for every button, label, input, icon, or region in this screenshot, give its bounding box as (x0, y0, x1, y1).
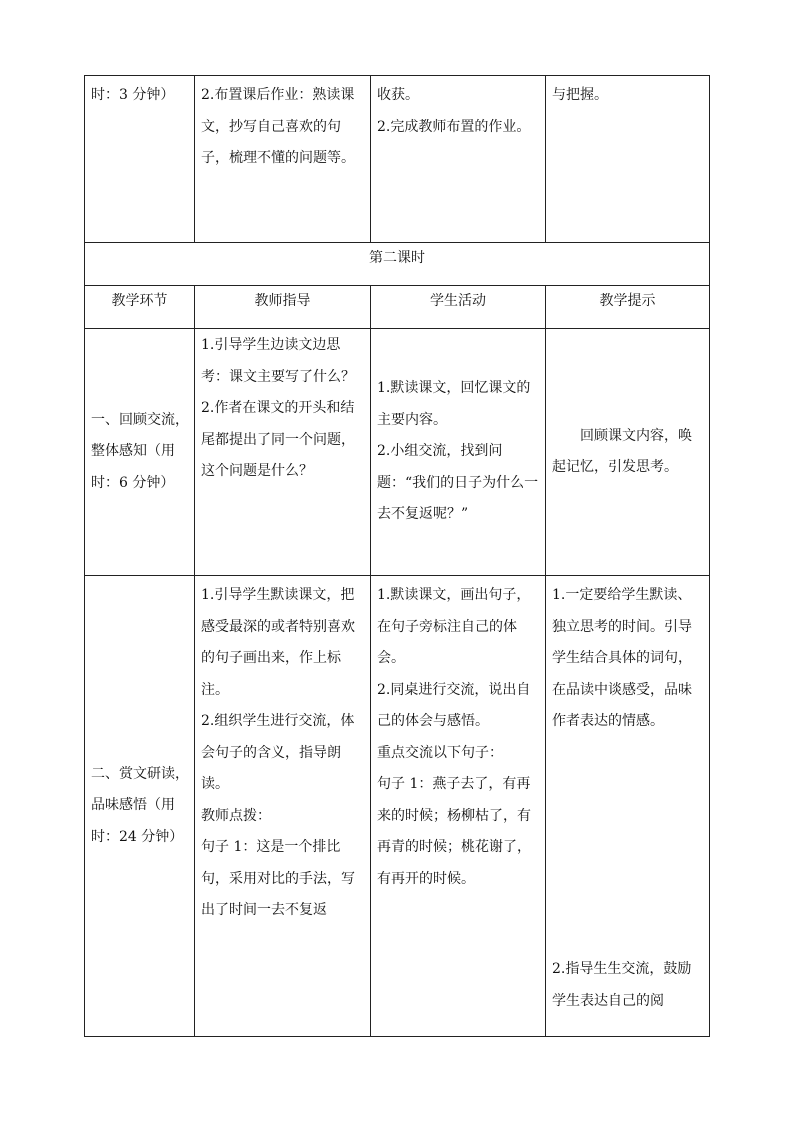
lesson-plan-table (84, 75, 710, 1037)
table-row (85, 576, 710, 1037)
tip-text: 2.指导生生交流，鼓励学生表达自己的阅 (552, 961, 692, 1009)
student-text: 1.默读课文，画出句子，在句子旁标注自己的体会。 (377, 587, 531, 666)
teacher-text: 1.引导学生边读文边思考：课文主要写了什么？ (201, 337, 355, 385)
student-text: 1.默读课文，回忆课文的主要内容。 (377, 380, 531, 428)
header-student: 学生活动 (371, 286, 546, 329)
tip-text: 回顾课文内容，唤起记忆，引发思考。 (552, 427, 692, 475)
stage-text: 一、回顾交流，整体感知（用时：6 分钟） (91, 411, 189, 491)
stage-text: 二、赏文研读，品味感悟（用时：24 分钟） (91, 765, 189, 845)
student-text: 句子 1：燕子去了，有再来的时候；杨柳枯了，有再青的时候；桃花谢了，有再开的时候。 (377, 776, 531, 887)
teacher-cell (195, 576, 371, 1037)
tip-cell (546, 576, 710, 1037)
teacher-text: 教师点拨： (201, 807, 271, 824)
student-text: 重点交流以下句子： (377, 744, 503, 761)
teacher-text: 2.布置课后作业：熟读课文，抄写自己喜欢的句子，梳理不懂的问题等。 (201, 87, 355, 166)
tip-cell (546, 76, 710, 243)
header-row (85, 286, 710, 329)
tip-text: 1.一定要给学生默读、独立思考的时间。引导学生结合具体的词句，在品读中谈感受，品味作者表达的情感。 (552, 587, 692, 729)
tip-text: 与把握。 (552, 87, 608, 103)
stage-cell (85, 576, 195, 1037)
student-text: 2.完成教师布置的作业。 (377, 118, 531, 135)
student-cell (371, 576, 546, 1037)
stage-text: 时：3 分钟） (91, 87, 175, 103)
section-title-row (85, 243, 710, 286)
teacher-text: 句子 1：这是一个排比句，采用对比的手法，写出了时间一去不复返 (201, 839, 355, 918)
teacher-cell (195, 76, 371, 243)
teacher-text: 2.组织学生进行交流，体会句子的含义，指导朗读。 (201, 713, 355, 792)
section-title: 第二课时 (85, 243, 710, 286)
table-row (85, 76, 710, 243)
teacher-text: 1.引导学生默读课文，把感受最深的或者特别喜欢的句子画出来，作上标注。 (201, 587, 355, 698)
student-text: 2.小组交流，找到问题：“我们的日子为什么一去不复返呢？” (377, 443, 539, 523)
header-tip: 教学提示 (546, 286, 710, 329)
header-teacher: 教师指导 (195, 286, 371, 329)
table-row (85, 329, 710, 576)
teacher-text: 2.作者在课文的开头和结尾都提出了同一个问题，这个问题是什么？ (201, 400, 355, 479)
student-cell (371, 329, 546, 576)
student-text: 收获。 (377, 87, 419, 103)
student-text: 2.同桌进行交流，说出自己的体会与感悟。 (377, 681, 531, 729)
student-cell (371, 76, 546, 243)
tip-cell (546, 329, 710, 576)
stage-cell (85, 76, 195, 243)
header-stage: 教学环节 (85, 286, 195, 329)
teacher-cell (195, 329, 371, 576)
stage-cell (85, 329, 195, 576)
